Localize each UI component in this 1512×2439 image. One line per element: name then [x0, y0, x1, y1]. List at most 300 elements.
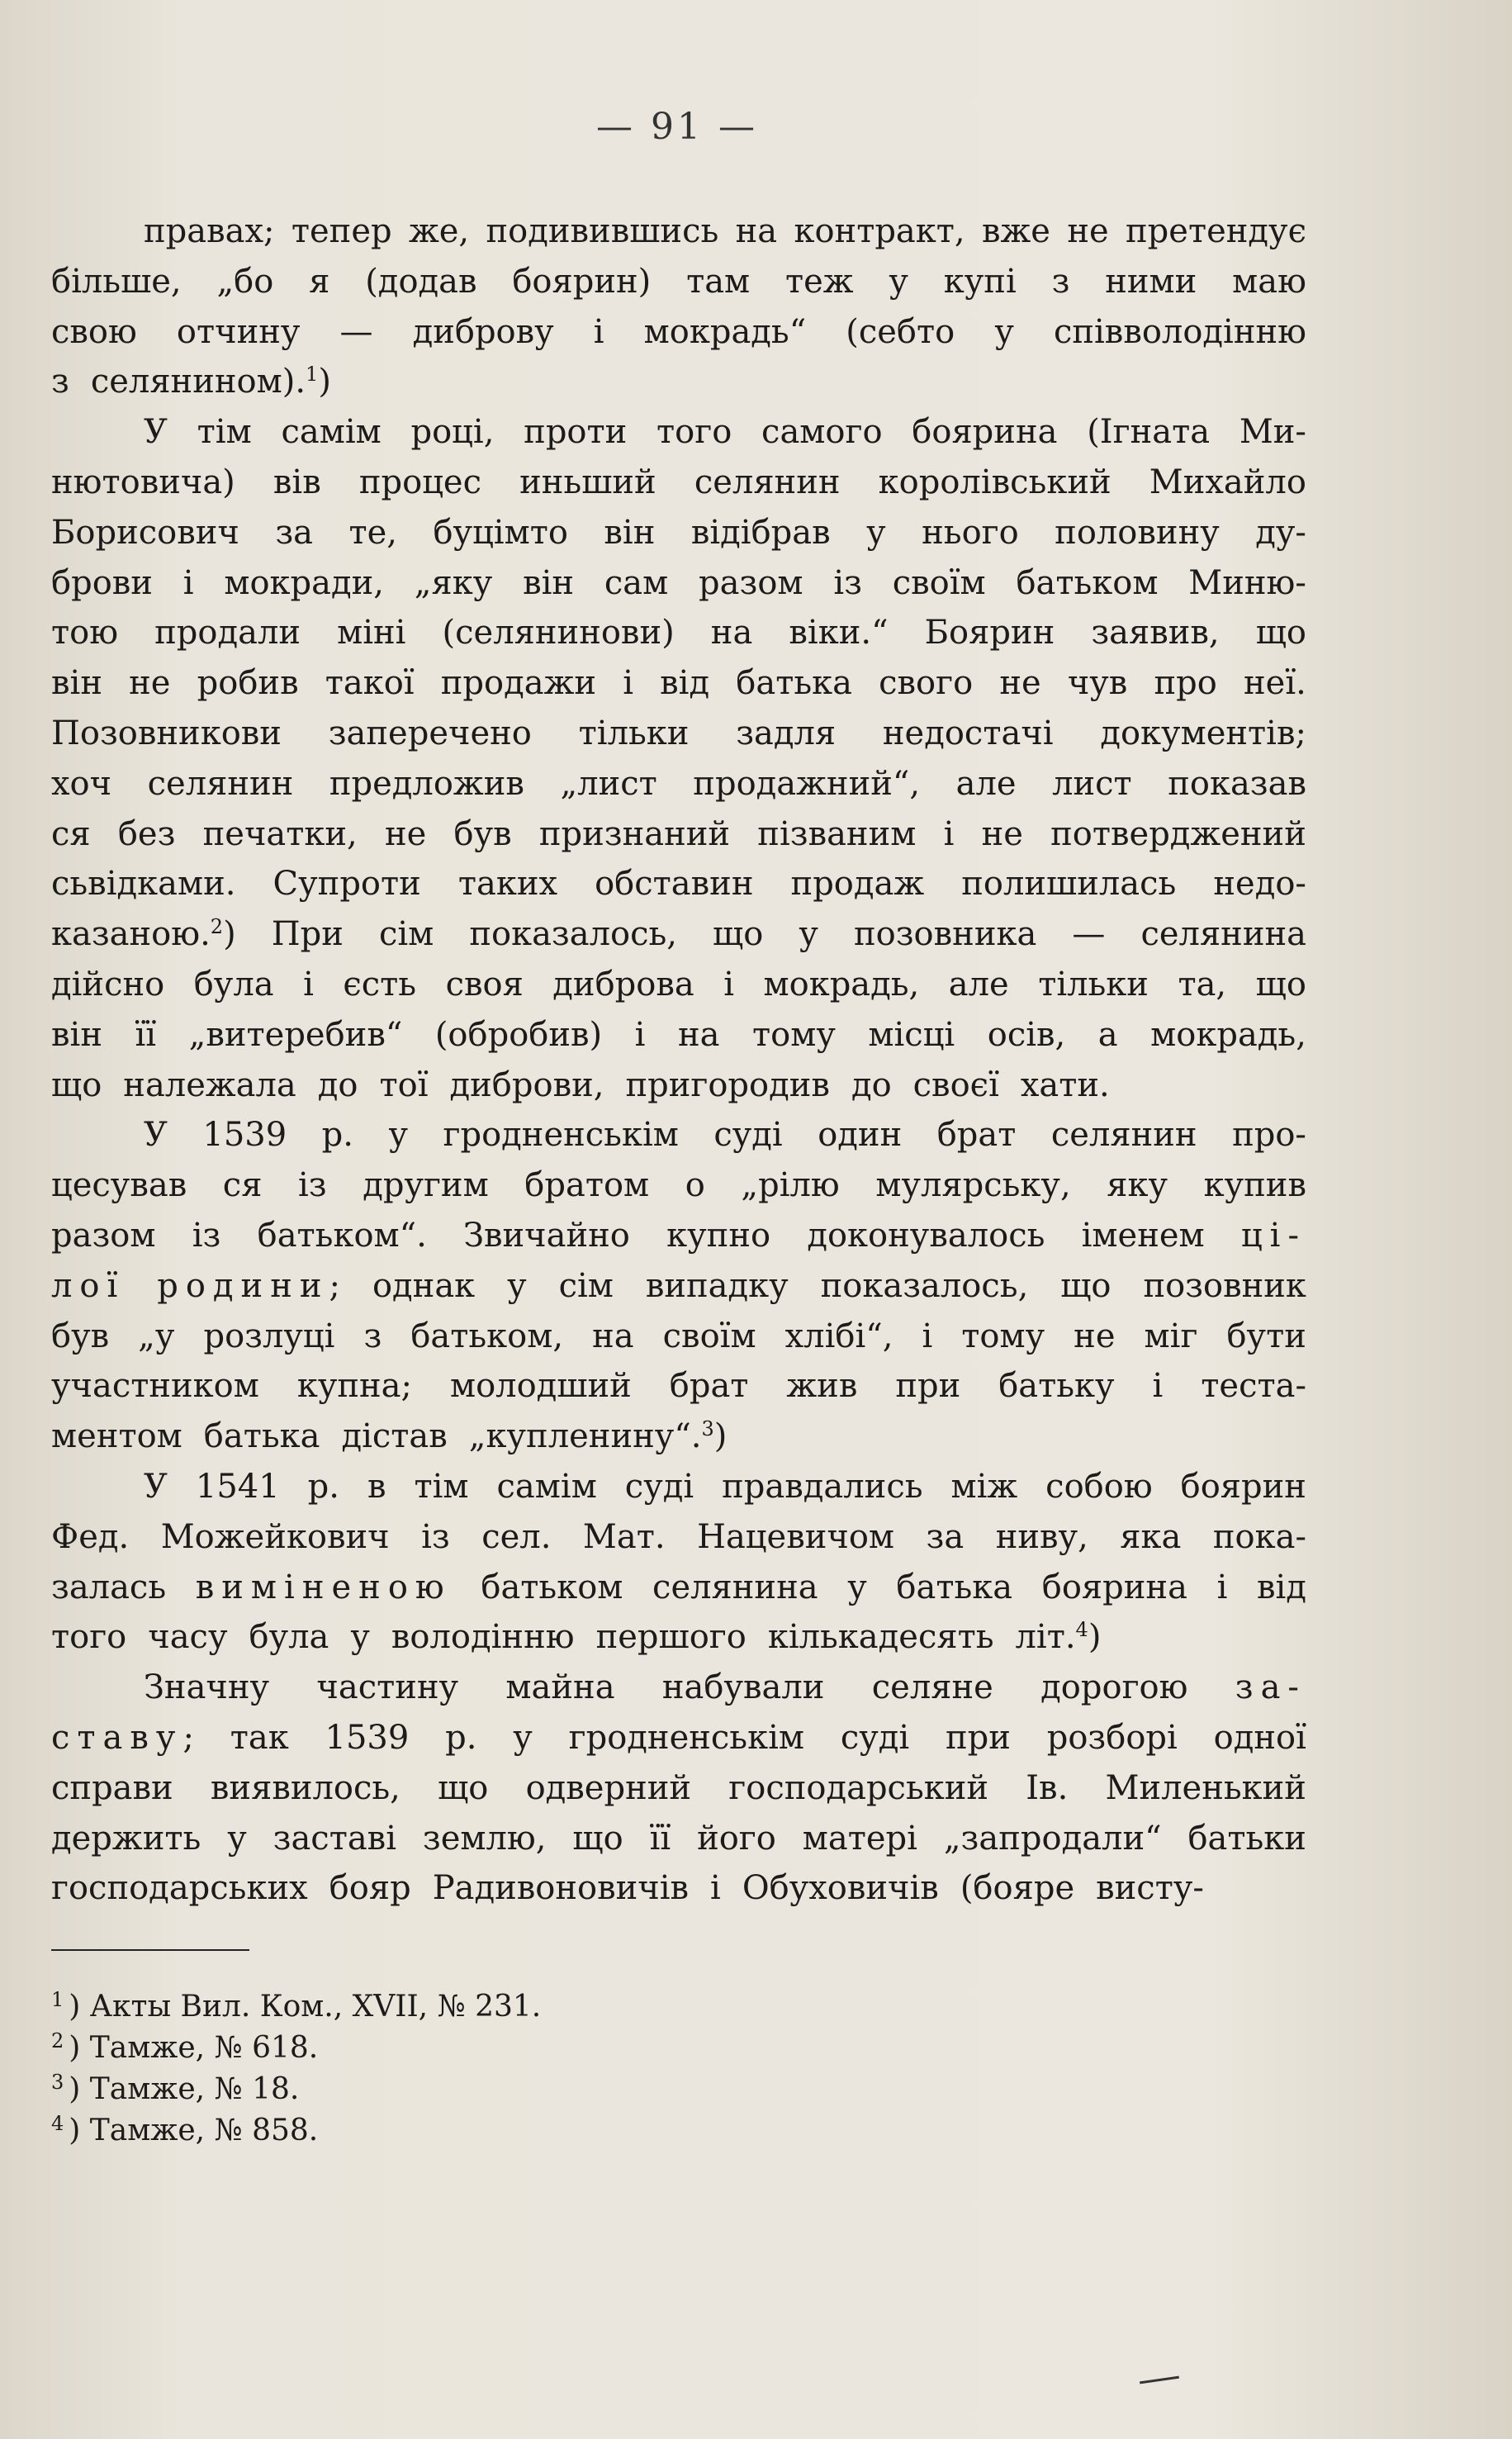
text-run: від [1257, 1568, 1306, 1606]
word [539, 809, 730, 860]
text-run: що [1060, 1266, 1111, 1305]
word [569, 1713, 804, 1763]
text-run: бути [1226, 1317, 1306, 1355]
word [956, 759, 1017, 809]
text-run: правах; [144, 212, 275, 250]
word [51, 909, 236, 960]
word [1143, 1261, 1306, 1312]
text-run: матері [802, 1819, 917, 1858]
word [741, 1160, 839, 1211]
text-line [51, 1412, 1306, 1462]
text-run: хати. [1020, 1065, 1110, 1104]
word [1096, 1863, 1204, 1914]
word [1217, 1563, 1228, 1613]
word [1105, 257, 1197, 307]
word [1244, 658, 1306, 709]
text-run: ду- [1255, 513, 1306, 552]
text-run: ; [329, 1266, 341, 1305]
text-run: дістав [341, 1417, 448, 1456]
text-run: батька [203, 1417, 320, 1456]
text-run: нього [922, 513, 1019, 552]
text-run: і [710, 1869, 721, 1908]
word [51, 1061, 102, 1111]
footnotes [51, 1986, 541, 2152]
word [273, 1814, 396, 1864]
word [699, 558, 803, 609]
word [785, 257, 854, 307]
text-run: володінню [391, 1618, 575, 1657]
text-run: пока- [1212, 1517, 1306, 1556]
text-run: і [303, 965, 314, 1004]
word [1072, 909, 1105, 960]
footnote-ref: 3 [701, 1417, 714, 1441]
text-run: того [51, 1618, 127, 1657]
text-run: селянин [147, 764, 294, 803]
word [433, 1863, 689, 1914]
text-run: продали [154, 614, 301, 652]
word [421, 1512, 450, 1563]
text-run: він [523, 563, 575, 602]
word [1168, 759, 1306, 809]
word [625, 1061, 829, 1111]
text-run: у [388, 1116, 409, 1155]
text-run: її [649, 1819, 671, 1858]
text-line [51, 1663, 1306, 1713]
text-run: Михайло [1149, 463, 1306, 501]
text-run: — [1072, 915, 1106, 954]
text-run: ними [1105, 262, 1197, 301]
word [764, 960, 920, 1010]
text-run: Мат. [582, 1517, 666, 1556]
word [847, 1563, 867, 1613]
word [996, 1512, 1088, 1563]
text-run: признаний [538, 814, 731, 853]
text-run: заставі [273, 1819, 396, 1858]
text-run: тої [379, 1065, 429, 1104]
word [337, 608, 405, 658]
word [723, 960, 734, 1010]
text-run: буцімто [433, 513, 568, 552]
text-run: ся [51, 814, 91, 853]
text-run: одної [1213, 1718, 1306, 1757]
footnote [51, 2110, 541, 2152]
text-run: мокрадь, [763, 965, 920, 1004]
word [433, 508, 567, 558]
text-run: і [593, 312, 604, 351]
footnote [51, 2069, 541, 2110]
text-run: мулярську, [875, 1166, 1071, 1205]
footnote-mark: 3 [51, 2071, 64, 2094]
text-run: отчину [176, 312, 301, 351]
text-run: співволодінню [1053, 312, 1306, 351]
text-run: у [889, 262, 908, 301]
page-number: — 91 — [596, 106, 758, 148]
word [841, 1713, 909, 1763]
text-run: У [144, 1467, 168, 1506]
text-run: молодший [449, 1367, 632, 1406]
text-run: лист [1052, 764, 1132, 803]
text-run: заперечено [328, 714, 532, 752]
word [385, 809, 426, 860]
text-run: р. [321, 1116, 353, 1155]
word [596, 1612, 747, 1663]
word [789, 608, 888, 658]
text-run: самім [496, 1467, 597, 1506]
word [592, 1312, 634, 1362]
word [742, 1863, 939, 1914]
text-run: разом [51, 1216, 156, 1255]
word [469, 909, 677, 960]
text-run: суді [713, 1116, 783, 1155]
word [91, 357, 331, 407]
text-run: Миню- [1188, 563, 1306, 602]
word [1052, 257, 1070, 307]
word [623, 658, 633, 709]
text-run: правдались [722, 1467, 923, 1506]
word [204, 1412, 320, 1462]
text-run: своїм [662, 1317, 756, 1355]
word [123, 1061, 296, 1111]
word [51, 1261, 125, 1312]
word [51, 1863, 308, 1914]
text-line [51, 1010, 1306, 1061]
word [1091, 608, 1219, 658]
word [595, 859, 753, 909]
text-run: Миленький [1105, 1768, 1306, 1807]
word [51, 1512, 129, 1563]
text-run: і [943, 814, 955, 853]
word [559, 1261, 614, 1312]
word [1181, 1462, 1306, 1512]
word [944, 257, 1017, 307]
spaced-emphasis: ці- [1240, 1216, 1306, 1255]
text-run: без [117, 814, 176, 853]
word [1054, 307, 1306, 358]
word [118, 809, 176, 860]
word [51, 608, 118, 658]
text-run: суді [840, 1718, 910, 1757]
text-line [51, 407, 1306, 458]
word [203, 809, 358, 860]
text-run: королівський [878, 463, 1111, 501]
word [713, 909, 763, 960]
text-run: Позовникови [51, 714, 282, 752]
word [650, 1814, 671, 1864]
text-run: про- [1232, 1116, 1306, 1155]
text-run: не [999, 664, 1041, 703]
text-run: розлуці [203, 1317, 335, 1355]
word [635, 1010, 646, 1061]
text-run: а [1097, 1015, 1118, 1054]
text-run: дійсно [51, 965, 165, 1004]
word [1021, 1061, 1110, 1111]
text-run: обставин [595, 865, 754, 904]
text-run: диброви, [449, 1065, 604, 1104]
word [786, 1361, 857, 1412]
word [1052, 759, 1132, 809]
word [1187, 1814, 1306, 1864]
text-run: дорогою [1040, 1668, 1188, 1707]
word [1067, 206, 1108, 257]
word [927, 1512, 965, 1563]
text-run: була [249, 1618, 329, 1657]
text-run: — [339, 312, 373, 351]
text-run: при [945, 1718, 1011, 1757]
text-run: ) [318, 363, 331, 401]
word [925, 608, 1055, 658]
text-run: на [677, 1015, 720, 1054]
word [379, 909, 434, 960]
footnote-mark: 2 [51, 2029, 64, 2052]
text-run: о [685, 1166, 705, 1205]
word [281, 407, 381, 458]
text-run: з [51, 363, 69, 401]
word [469, 1412, 728, 1462]
footnote-ref: 2 [210, 915, 224, 939]
text-run: так [230, 1718, 289, 1757]
text-run: господарський [728, 1768, 989, 1807]
text-line [51, 508, 1306, 558]
text-run: сім [378, 915, 434, 954]
word [415, 1462, 469, 1512]
text-run: купно [666, 1216, 771, 1255]
text-run: Ми- [1239, 413, 1306, 452]
word [51, 508, 239, 558]
text-run: купна; [296, 1367, 413, 1406]
text-run: не [981, 814, 1023, 853]
word [273, 458, 321, 508]
text-run: „витеребив“ [188, 1015, 403, 1054]
word [144, 407, 168, 458]
text-run: літ. [1015, 1618, 1076, 1657]
text-run: показалось, [469, 915, 677, 954]
text-line [51, 558, 1306, 609]
word [736, 206, 778, 257]
text-run: боярин) [512, 262, 652, 301]
text-run: иньший [519, 463, 656, 501]
word [410, 407, 494, 458]
text-run: р. [445, 1718, 477, 1757]
text-run: диброву [412, 312, 554, 351]
text-run: свого [879, 664, 974, 703]
text-line [51, 1763, 1306, 1814]
text-run: висту- [1096, 1869, 1204, 1908]
word [1140, 909, 1306, 960]
word [1232, 1110, 1306, 1160]
word [1042, 1563, 1187, 1613]
text-run: та, [1178, 965, 1227, 1004]
footnote-text: ) Тамже, № 18. [69, 2072, 300, 2106]
word [594, 307, 604, 358]
text-run: брат [669, 1367, 749, 1406]
text-run: показав [1168, 764, 1306, 803]
word [325, 1713, 410, 1763]
text-run: У [144, 413, 168, 452]
text-run: у [994, 312, 1014, 351]
word [1239, 407, 1306, 458]
text-run: і [634, 1015, 646, 1054]
footnote-ref: 4 [1075, 1618, 1088, 1642]
word [757, 809, 916, 860]
word [761, 407, 882, 458]
word [303, 960, 314, 1010]
text-run: позовник [1143, 1266, 1306, 1305]
text-run: продаж [790, 865, 925, 904]
word [736, 658, 852, 709]
word [913, 1061, 999, 1111]
text-run: хлібі“, [784, 1317, 893, 1355]
word [148, 1612, 227, 1663]
word [297, 1361, 412, 1412]
word [308, 1462, 339, 1512]
text-line [51, 909, 1306, 960]
text-run: суді [624, 1467, 694, 1506]
text-run: братом [524, 1166, 650, 1205]
text-run: При [271, 915, 344, 954]
word [227, 1814, 247, 1864]
word [697, 1814, 776, 1864]
word [1241, 1211, 1306, 1261]
text-run: пригородив [625, 1065, 830, 1104]
footnote-text: ) Тамже, № 618. [69, 2031, 319, 2065]
word [722, 1462, 922, 1512]
text-run: виявилось, [210, 1768, 401, 1807]
spaced-emphasis: лої [51, 1266, 126, 1305]
word [982, 206, 1050, 257]
word [144, 206, 275, 257]
text-run: Фед. [51, 1517, 130, 1556]
text-run: разом [699, 563, 803, 602]
word [644, 307, 807, 358]
text-run: ) [223, 915, 236, 954]
word [316, 1663, 458, 1713]
text-run: що [1255, 614, 1306, 652]
word [1232, 257, 1306, 307]
text-run: набували [661, 1668, 825, 1707]
word [372, 1261, 475, 1312]
footnote-mark: 4 [51, 2112, 64, 2135]
text-run: частину [316, 1668, 459, 1707]
word [1150, 1010, 1306, 1061]
text-run: (себто [846, 312, 955, 351]
word [604, 508, 655, 558]
text-line [51, 1512, 1306, 1563]
text-run: тою [51, 614, 119, 652]
word [329, 709, 532, 759]
word [1107, 1160, 1168, 1211]
text-run: селянином). [90, 363, 306, 401]
word [961, 1312, 1045, 1362]
text-run: не [1074, 1317, 1116, 1355]
text-run: теж [784, 262, 854, 301]
text-run: батьком [481, 1568, 623, 1606]
text-run: один [818, 1116, 903, 1155]
text-run: 1541 [195, 1467, 280, 1506]
text-run: був [453, 814, 512, 853]
text-run: господарських [51, 1869, 308, 1908]
text-run: її [135, 1015, 157, 1054]
text-run: часу [148, 1618, 228, 1657]
text-run: тому [961, 1317, 1045, 1355]
word [135, 1010, 157, 1061]
spaced-emphasis: ставу [51, 1718, 183, 1757]
word [249, 1612, 329, 1663]
text-run: ниву, [995, 1517, 1088, 1556]
text-run: що [713, 915, 764, 954]
footnote-mark: 1 [51, 1988, 64, 2011]
text-line [51, 658, 1306, 709]
text-line [51, 1261, 1306, 1312]
text-run: він [51, 664, 102, 703]
word [1040, 1663, 1187, 1713]
text-run: потверджений [1050, 814, 1306, 853]
text-run: „купленину“. [468, 1417, 702, 1456]
text-run: при [895, 1367, 961, 1406]
word [380, 1061, 429, 1111]
word [752, 1010, 836, 1061]
word [670, 1361, 749, 1412]
word [203, 1312, 334, 1362]
word [875, 1160, 1070, 1211]
word [196, 1563, 452, 1613]
word [446, 960, 524, 1010]
text-run: однак [372, 1266, 476, 1305]
word [481, 1563, 623, 1613]
text-run: брови [51, 563, 153, 602]
text-run: до [317, 1065, 358, 1104]
text-run: задля [736, 714, 837, 752]
text-run: батьки [1187, 1819, 1306, 1858]
text-run: Обуховичів [742, 1869, 939, 1908]
word [523, 558, 574, 609]
text-run: міні [337, 614, 406, 652]
word [1016, 558, 1158, 609]
text-run: диброва [552, 965, 694, 1004]
text-run: тільки [1038, 965, 1149, 1004]
word [1255, 508, 1306, 558]
text-run: Значну [144, 1668, 270, 1707]
text-run: (додав [365, 262, 477, 301]
text-run: Можейкович [160, 1517, 390, 1556]
word [697, 1512, 894, 1563]
text-line [51, 1814, 1306, 1864]
word [686, 257, 750, 307]
word [413, 307, 554, 358]
text-run: 1539 [325, 1718, 410, 1757]
word [625, 1462, 694, 1512]
word [944, 1814, 1162, 1864]
word [157, 1261, 340, 1312]
text-run: батьку [998, 1367, 1115, 1406]
text-run: тільки [578, 714, 690, 752]
text-run: єсть [343, 965, 417, 1004]
word [1256, 608, 1306, 658]
word [1226, 1312, 1306, 1362]
word [663, 1312, 756, 1362]
text-line [51, 257, 1306, 307]
text-run: (бояре [960, 1869, 1075, 1908]
text-run: гродненськім [568, 1718, 804, 1757]
word [363, 1312, 382, 1362]
text-run: до [851, 1065, 892, 1104]
text-run: місці [868, 1015, 955, 1054]
word [912, 407, 1057, 458]
word [604, 558, 668, 609]
text-run: „яку [414, 563, 493, 602]
footnote-text: ) Тамже, № 858. [69, 2114, 319, 2147]
word [1149, 458, 1306, 508]
text-run: у [507, 1266, 527, 1305]
